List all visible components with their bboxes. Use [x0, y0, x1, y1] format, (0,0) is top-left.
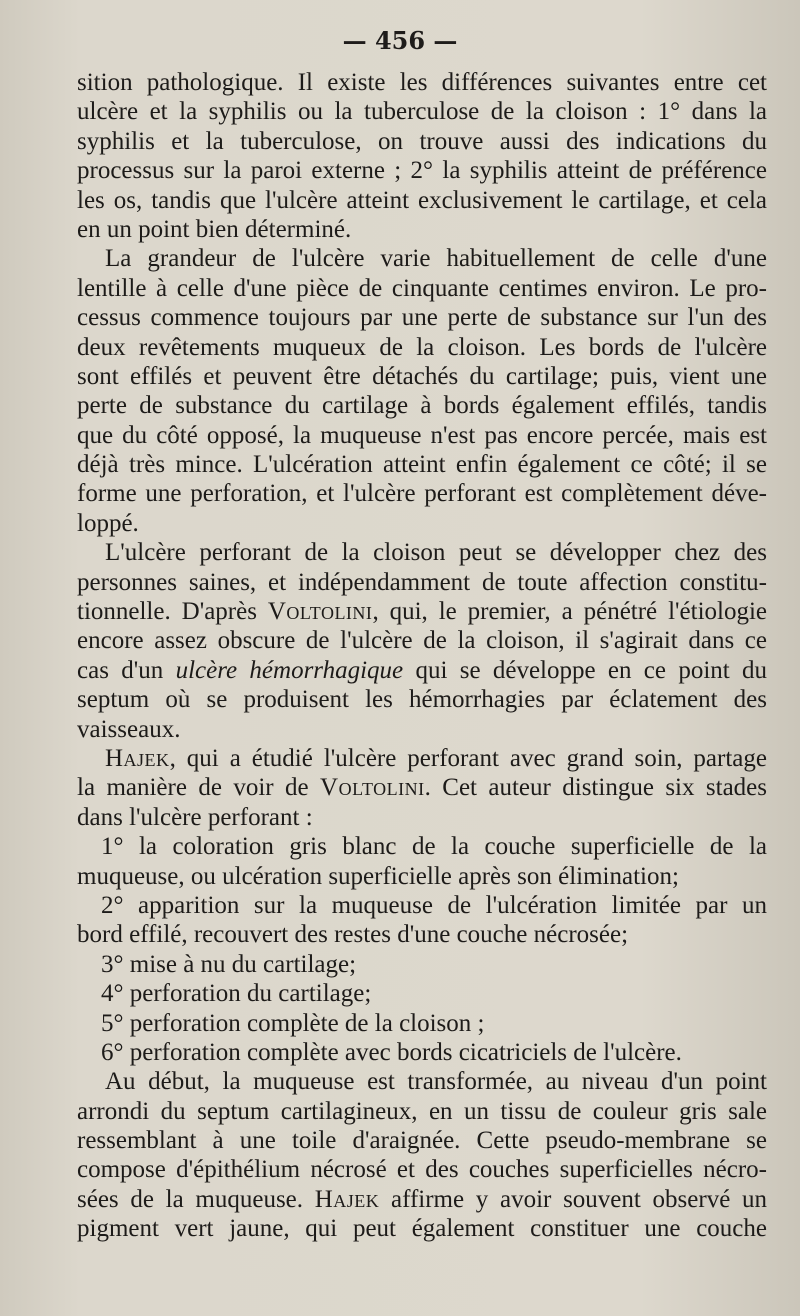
text-segment: qui se développe en ce point du [403, 656, 768, 684]
text-line [77, 744, 767, 773]
paragraph-3 [77, 538, 767, 744]
text-line: La grandeur de l'ulcère varie habituellement de celle d'une [105, 245, 767, 273]
author-name-hajek: Hajek [314, 1185, 380, 1213]
text-line [77, 597, 767, 626]
text-line: dans l'ulcère perforant : [77, 803, 313, 831]
stage-item: 1° la coloration gris blanc de la couche superficielle de la [101, 833, 767, 861]
text-segment: la manière de voir de [77, 774, 321, 802]
text-segment: cas d'un [77, 656, 164, 684]
stage-item-continuation: muqueuse, ou ulcération superficielle après son élimination; [77, 862, 679, 890]
paragraph-2 [77, 244, 767, 538]
text-line: pigment vert jaune, qui peut également constituer une couche [77, 1215, 767, 1243]
stage-item: 5° perforation complète de la cloison ; [101, 1009, 485, 1037]
author-name-voltolini: Voltolini [320, 774, 425, 802]
stages-list [77, 832, 767, 1067]
author-name-hajek: Hajek [105, 744, 170, 772]
text-line: compose d'épithélium nécrosé et des couches superficielles nécro- [77, 1156, 767, 1184]
stage-item: 2° apparition sur la muqueuse de l'ulcération limitée par un [101, 891, 767, 919]
text-line [77, 773, 767, 802]
text-line: septum où se produisent les hémorrhagies par éclatement des [77, 686, 767, 714]
text-line: encore assez obscure de l'ulcère de la cloison, il s'agirait dans ce [77, 627, 767, 655]
italic-term: ulcère hémorrhagique [175, 656, 404, 684]
text-segment: affirme y avoir souvent observé un [379, 1185, 767, 1213]
page-number: — 456 — [342, 26, 458, 55]
stage-item: 6° perforation complète avec bords cicatriciels de l'ulcère. [101, 1038, 682, 1066]
text-line: perte de substance du cartilage à bords également effilés, tandis [77, 392, 767, 420]
text-line: loppé. [77, 509, 139, 537]
text-line: ulcère et la syphilis ou la tuberculose de la cloison : 1° dans la [77, 98, 767, 126]
text-line: sont effilés et peuvent être détachés du cartilage; puis, vient une [77, 362, 767, 390]
text-line: les os, tandis que l'ulcère atteint exclusivement le cartilage, et cela [77, 186, 767, 214]
paragraph-4 [77, 744, 767, 832]
text-line [77, 1185, 767, 1214]
text-line: arrondi du septum cartilagineux, en un tissu de couleur gris sale [77, 1097, 767, 1125]
stage-item-continuation: bord effilé, recouvert des restes d'une couche nécrosée; [77, 921, 629, 949]
paragraph-1 [77, 68, 767, 244]
text-line: syphilis et la tuberculose, on trouve aussi des indications du [77, 127, 767, 155]
body-text [77, 68, 767, 1244]
text-segment: sées de la muqueuse. [77, 1185, 304, 1213]
text-line: que du côté opposé, la muqueuse n'est pas encore percée, mais est [77, 421, 767, 449]
text-segment: tionnelle. D'après [77, 598, 257, 626]
text-line: ressemblant à une toile d'araignée. Cette pseudo-membrane se [77, 1127, 767, 1155]
text-segment: , qui a étudié l'ulcère perforant avec grand soin, partage [169, 744, 767, 772]
text-segment: , qui, le premier, a pénétré l'étiologie [372, 598, 767, 626]
text-line: personnes saines, et indépendamment de toute affection constitu- [77, 568, 767, 596]
text-line: Au début, la muqueuse est transformée, au niveau d'un point [105, 1068, 767, 1096]
paragraph-5 [77, 1067, 767, 1243]
text-line: forme une perforation, et l'ulcère perforant est complètement déve- [77, 480, 767, 508]
author-name-voltolini: Voltolini [267, 598, 373, 626]
text-line: L'ulcère perforant de la cloison peut se développer chez des [105, 539, 767, 567]
text-line: déjà très mince. L'ulcération atteint enfin également ce côté; il se [77, 451, 767, 479]
text-segment: . Cet auteur distingue six stades [424, 774, 767, 802]
text-line: deux revêtements muqueux de la cloison. Les bords de l'ulcère [77, 333, 767, 361]
text-line [77, 656, 767, 685]
text-line: processus sur la paroi externe ; 2° la syphilis atteint de préférence [77, 157, 767, 185]
text-line: sition pathologique. Il existe les différences suivantes entre cet [77, 69, 767, 96]
stage-item: 3° mise à nu du cartilage; [101, 950, 357, 978]
text-line: cessus commence toujours par une perte de substance sur l'un des [77, 304, 767, 332]
text-line: vaisseaux. [77, 715, 181, 743]
text-line: en un point bien déterminé. [77, 215, 352, 243]
text-line: lentille à celle d'une pièce de cinquante centimes environ. Le pro- [77, 274, 767, 302]
stage-item: 4° perforation du cartilage; [101, 980, 372, 1008]
